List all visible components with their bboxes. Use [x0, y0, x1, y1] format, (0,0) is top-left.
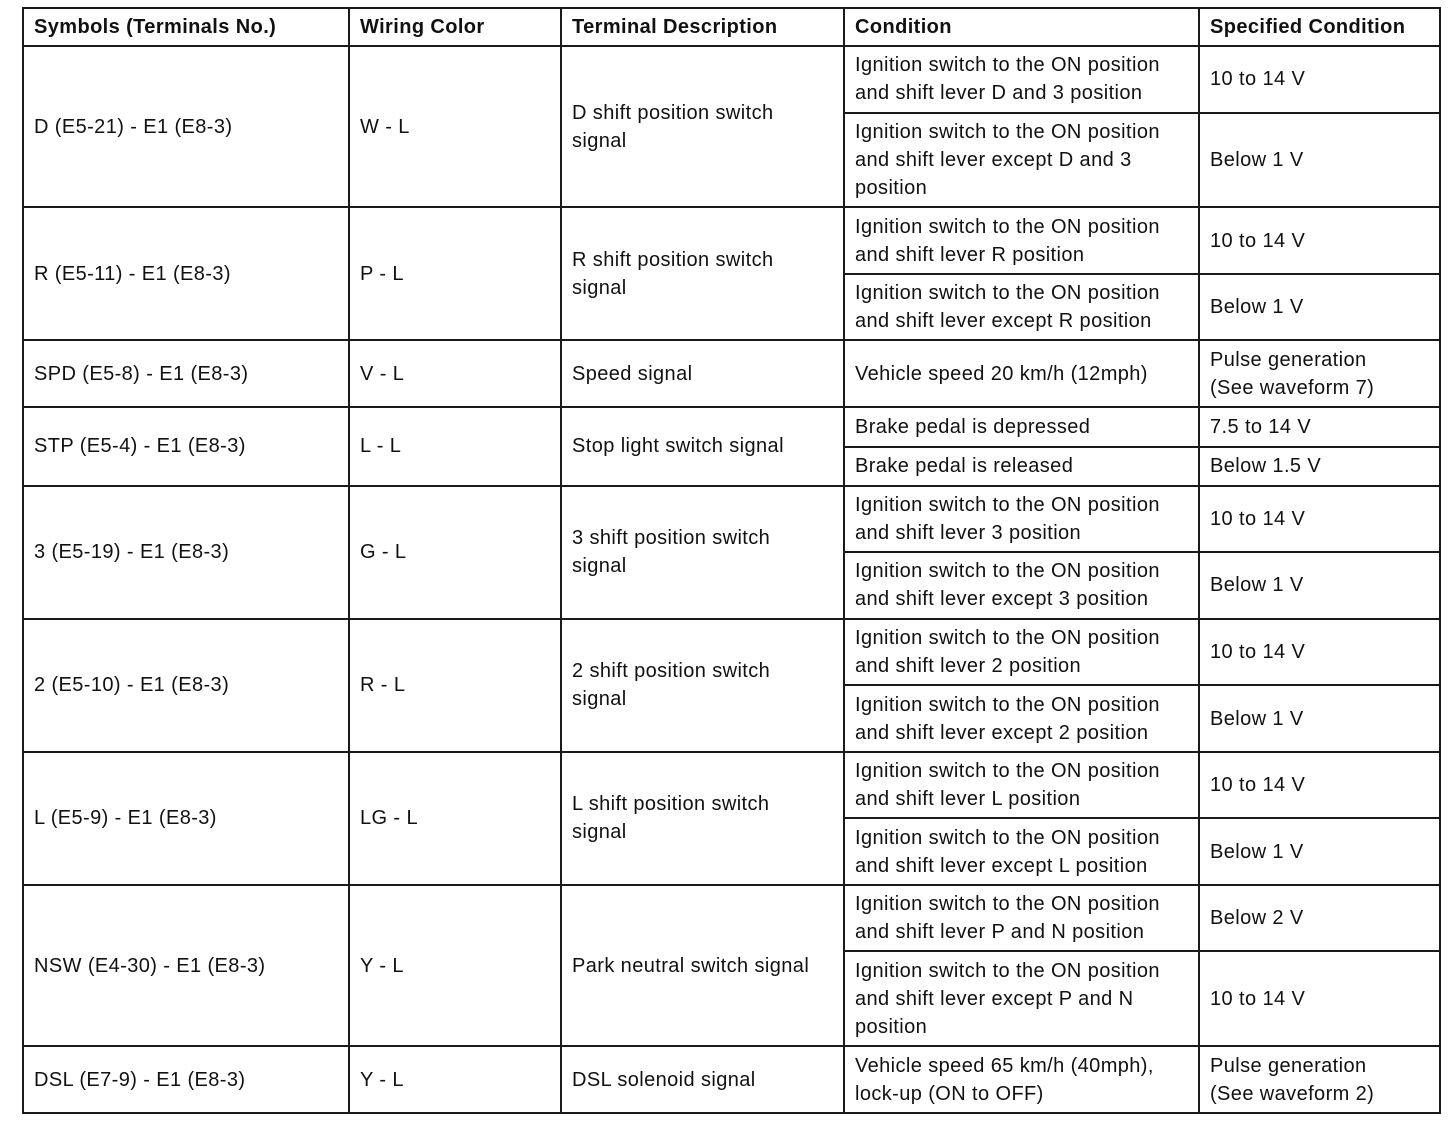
header-condition: Condition: [844, 8, 1199, 46]
header-row: [23, 8, 1440, 46]
cell-specified-condition: Below 1.5 V: [1199, 447, 1440, 485]
cell-specified-condition: Below 1 V: [1199, 685, 1440, 752]
table-row: [23, 340, 1440, 407]
cell-condition: Brake pedal is released: [844, 447, 1199, 485]
cell-condition: Ignition switch to the ON position and shift lever P and N position: [844, 885, 1199, 952]
cell-condition: Ignition switch to the ON position and shift lever except P and N position: [844, 951, 1199, 1046]
cell-specified-condition: Below 1 V: [1199, 818, 1440, 885]
cell-symbol: R (E5-11) - E1 (E8-3): [23, 207, 349, 340]
header-symbols: Symbols (Terminals No.): [23, 8, 349, 46]
cell-specified-condition: Pulse generation (See waveform 7): [1199, 340, 1440, 407]
cell-wiring-color: G - L: [349, 486, 561, 619]
cell-wiring-color: P - L: [349, 207, 561, 340]
cell-terminal-description: D shift position switch signal: [561, 46, 844, 207]
terminal-inspection-table: [22, 7, 1441, 1114]
cell-specified-condition: 10 to 14 V: [1199, 207, 1440, 274]
cell-symbol: 2 (E5-10) - E1 (E8-3): [23, 619, 349, 752]
table-row: [23, 752, 1440, 819]
cell-specified-condition: 10 to 14 V: [1199, 619, 1440, 686]
cell-wiring-color: R - L: [349, 619, 561, 752]
cell-symbol: SPD (E5-8) - E1 (E8-3): [23, 340, 349, 407]
cell-symbol: STP (E5-4) - E1 (E8-3): [23, 407, 349, 486]
table-row: [23, 1046, 1440, 1113]
cell-specified-condition: 10 to 14 V: [1199, 46, 1440, 113]
cell-wiring-color: Y - L: [349, 1046, 561, 1113]
cell-terminal-description: Speed signal: [561, 340, 844, 407]
table-row: [23, 407, 1440, 447]
cell-wiring-color: V - L: [349, 340, 561, 407]
table-row: [23, 207, 1440, 274]
cell-specified-condition: Below 2 V: [1199, 885, 1440, 952]
cell-terminal-description: R shift position switch signal: [561, 207, 844, 340]
cell-terminal-description: Stop light switch signal: [561, 407, 844, 486]
cell-condition: Ignition switch to the ON position and shift lever except R position: [844, 274, 1199, 341]
cell-terminal-description: 2 shift position switch signal: [561, 619, 844, 752]
cell-symbol: NSW (E4-30) - E1 (E8-3): [23, 885, 349, 1046]
cell-condition: Ignition switch to the ON position and shift lever except L position: [844, 818, 1199, 885]
cell-specified-condition: 10 to 14 V: [1199, 951, 1440, 1046]
cell-condition: Vehicle speed 20 km/h (12mph): [844, 340, 1199, 407]
cell-terminal-description: Park neutral switch signal: [561, 885, 844, 1046]
cell-condition: Ignition switch to the ON position and shift lever except D and 3 position: [844, 113, 1199, 208]
cell-condition: Ignition switch to the ON position and shift lever R position: [844, 207, 1199, 274]
cell-wiring-color: Y - L: [349, 885, 561, 1046]
header-wiring-color: Wiring Color: [349, 8, 561, 46]
table-body: [23, 46, 1440, 1113]
table-row: [23, 486, 1440, 553]
header-specified-condition: Specified Condition: [1199, 8, 1440, 46]
cell-condition: Ignition switch to the ON position and shift lever except 2 position: [844, 685, 1199, 752]
cell-symbol: DSL (E7-9) - E1 (E8-3): [23, 1046, 349, 1113]
cell-terminal-description: L shift position switch signal: [561, 752, 844, 885]
cell-specified-condition: Below 1 V: [1199, 552, 1440, 619]
cell-condition: Ignition switch to the ON position and shift lever 2 position: [844, 619, 1199, 686]
header-terminal-description: Terminal Description: [561, 8, 844, 46]
cell-condition: Ignition switch to the ON position and shift lever 3 position: [844, 486, 1199, 553]
cell-condition: Vehicle speed 65 km/h (40mph), lock-up (ON to OFF): [844, 1046, 1199, 1113]
cell-condition: Brake pedal is depressed: [844, 407, 1199, 447]
cell-terminal-description: DSL solenoid signal: [561, 1046, 844, 1113]
cell-condition: Ignition switch to the ON position and shift lever L position: [844, 752, 1199, 819]
cell-symbol: 3 (E5-19) - E1 (E8-3): [23, 486, 349, 619]
cell-specified-condition: Below 1 V: [1199, 113, 1440, 208]
cell-specified-condition: Pulse generation (See waveform 2): [1199, 1046, 1440, 1113]
cell-wiring-color: L - L: [349, 407, 561, 486]
cell-specified-condition: 10 to 14 V: [1199, 752, 1440, 819]
cell-symbol: D (E5-21) - E1 (E8-3): [23, 46, 349, 207]
cell-wiring-color: W - L: [349, 46, 561, 207]
cell-symbol: L (E5-9) - E1 (E8-3): [23, 752, 349, 885]
cell-terminal-description: 3 shift position switch signal: [561, 486, 844, 619]
table-row: [23, 619, 1440, 686]
cell-specified-condition: 7.5 to 14 V: [1199, 407, 1440, 447]
cell-condition: Ignition switch to the ON position and shift lever except 3 position: [844, 552, 1199, 619]
cell-condition: Ignition switch to the ON position and shift lever D and 3 position: [844, 46, 1199, 113]
table-row: [23, 885, 1440, 952]
cell-wiring-color: LG - L: [349, 752, 561, 885]
cell-specified-condition: 10 to 14 V: [1199, 486, 1440, 553]
table-row: [23, 46, 1440, 113]
cell-specified-condition: Below 1 V: [1199, 274, 1440, 341]
